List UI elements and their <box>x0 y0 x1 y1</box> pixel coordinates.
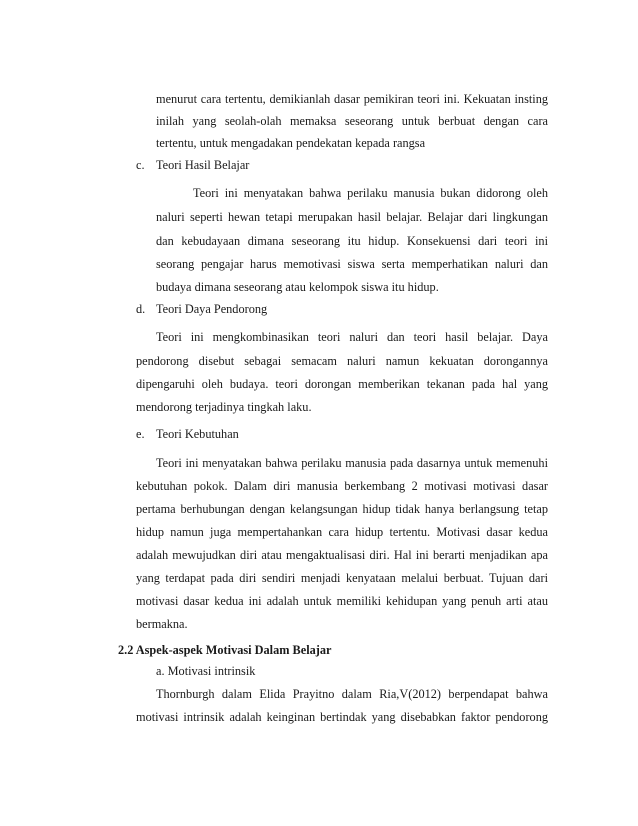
body-text-line: Teori ini menyatakan bahwa perilaku manusia bukan didorong oleh <box>193 186 548 200</box>
body-text-line: kebutuhan pokok. Dalam diri manusia berkembang 2 motivasi motivasi dasar <box>136 479 548 493</box>
body-text-line: budaya dimana seseorang atau kelompok siswa itu hidup. <box>156 280 439 294</box>
body-text-line: motivasi intrinsik adalah keinginan bertindak yang disebabkan faktor pendorong <box>136 710 548 724</box>
item-e-heading: Teori Kebutuhan <box>156 427 239 441</box>
body-text-line: motivasi dasar kedua ini adalah untuk memiliki kehidupan yang penuh arti atau <box>136 594 548 608</box>
body-text-line: pendorong disebut sebagai semacam naluri namun kekuatan dorongannya <box>136 354 548 368</box>
list-marker-c: c. <box>136 158 145 172</box>
list-marker-e: e. <box>136 427 145 441</box>
subsection-heading: a. Motivasi intrinsik <box>156 664 256 678</box>
body-text-line: adalah mewujudkan diri atau mengaktualisasi diri. Hal ini berarti menjadikan apa <box>136 548 548 562</box>
item-d-heading: Teori Daya Pendorong <box>156 302 268 316</box>
body-text-line: seorang pengajar harus memotivasi siswa serta memperhatikan naluri dan <box>156 257 548 271</box>
body-text-line: Teori ini mengkombinasikan teori naluri dan teori hasil belajar. Daya <box>156 330 548 344</box>
section-heading: 2.2 Aspek-aspek Motivasi Dalam Belajar <box>118 643 332 657</box>
body-text-line: hidup namun juga mempertahankan cara hidup tertentu. Motivasi dasar kedua <box>136 525 548 539</box>
body-text-line: bermakna. <box>136 617 188 631</box>
body-text-line: naluri seperti hewan tetapi merupakan hasil belajar. Belajar dari lingkungan <box>156 210 548 224</box>
body-text-line: Teori ini menyatakan bahwa perilaku manusia pada dasarnya untuk memenuhi <box>156 456 548 470</box>
body-text-line: dan kebudayaan dimana seseorang itu hidup. Konsekuensi dari teori ini <box>156 234 548 248</box>
body-text-line: inilah yang seolah-olah memaksa seseorang untuk berbuat dengan cara <box>156 114 548 128</box>
body-text-line: menurut cara tertentu, demikianlah dasar pemikiran teori ini. Kekuatan insting <box>156 92 548 106</box>
body-text-line: mendorong terjadinya tingkah laku. <box>136 400 312 414</box>
body-text-line: dipengaruhi oleh budaya. teori dorongan memberikan tekanan pada hal yang <box>136 377 548 391</box>
body-text-line: pertama berhubungan dengan kelangsungan hidup tidak hanya berlangsung tetap <box>136 502 548 516</box>
body-text-line: yang terdapat pada diri sendiri menjadi kenyataan melalui berbuat. Tujuan dari <box>136 571 548 585</box>
body-text-line: tertentu, untuk mengadakan pendekatan kepada rangsa <box>156 136 426 150</box>
list-marker-d: d. <box>136 302 146 316</box>
body-text-line: Thornburgh dalam Elida Prayitno dalam Ria,V(2012) berpendapat bahwa <box>156 687 548 701</box>
item-c-heading: Teori Hasil Belajar <box>156 158 250 172</box>
